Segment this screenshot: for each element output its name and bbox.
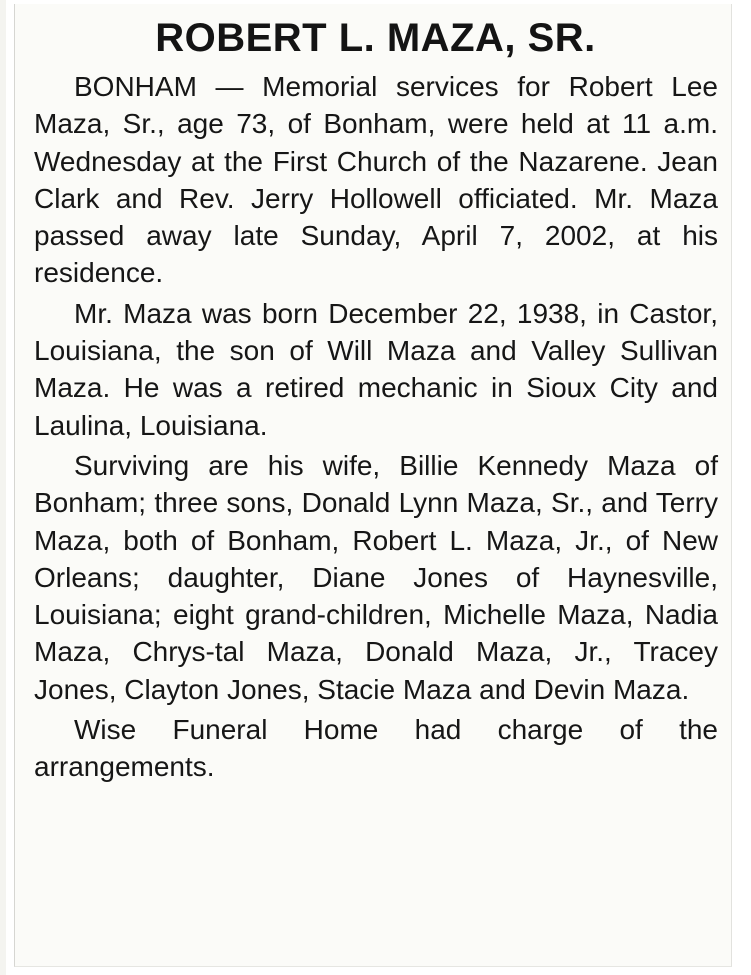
obituary-body xyxy=(34,68,718,786)
paragraph-services: BONHAM — Memorial services for Robert Lee Maza, Sr., age 73, of Bonham, were held at 11 a.m. Wednesday at the First Church of the Nazarene. Jean Clark and Rev. Jerry Hollowell officiated. Mr. Maza passed away late Sunday, April 7, 2002, at his residence. xyxy=(34,71,718,289)
paragraph-arrangements: Wise Funeral Home had charge of the arrangements. xyxy=(34,714,718,783)
paragraph-survivors: Surviving are his wife, Billie Kennedy Maza of Bonham; three sons, Donald Lynn Maza, Sr., and Terry Maza, both of Bonham, Robert L. Maza, Jr., of New Orleans; daughter, Diane Jones of Haynesville, Louisiana; eight grand-children, Michelle Maza, Nadia Maza, Chrys-tal Maza, Donald Maza, Jr., Tracey Jones, Clayton Jones, Stacie Maza and Devin Maza. xyxy=(34,449,718,705)
paragraph-birth: Mr. Maza was born December 22, 1938, in Castor, Louisiana, the son of Will Maza and Valley Sullivan Maza. He was a retired mechanic in Sioux City and Laulina, Louisiana. xyxy=(34,297,718,441)
obituary-title: ROBERT L. MAZA, SR. xyxy=(155,16,596,60)
clipping-cut-edge xyxy=(0,0,6,975)
